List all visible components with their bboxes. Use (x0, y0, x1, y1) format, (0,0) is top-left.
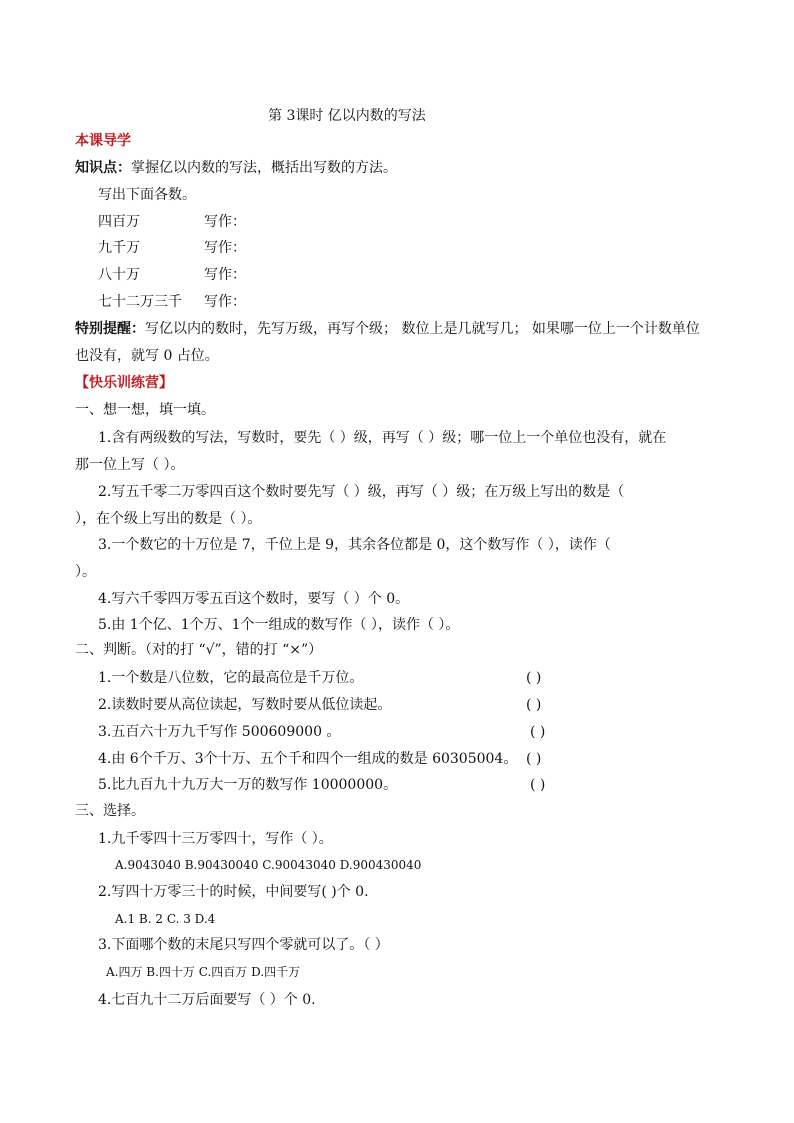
s1-q3-line2: ）。 (75, 564, 96, 580)
practice-heading: 【快乐训练营】 (75, 375, 173, 391)
guide-item-write: 写作： (204, 294, 246, 310)
s2-item-text: 2.读数时要从高位读起，写数时要从低位读起。 (98, 697, 392, 713)
s3-q1: 1.九千零四十三万零四十，写作（ ）。 (98, 831, 333, 847)
s2-item-bracket: ( ) (530, 777, 546, 793)
guide-item-number: 四百万 (98, 214, 140, 230)
s3-q1-options: A.9043040 B.90430040 C.90043040 D.900430040 (115, 858, 422, 872)
s2-item-text: 3.五百六十万九千写作 500609000 。 (98, 724, 341, 740)
guide-item-write: 写作： (204, 240, 246, 256)
guide-item-number: 七十二万三千 (98, 294, 182, 310)
s3-q3-options: A.四万 B.四十万 C.四百万 D.四千万 (106, 965, 301, 979)
s1-q2-line2: ），在个级上写出的数是（ ）。 (75, 511, 262, 527)
lesson-title: 第 3课时 亿以内数的写法 (268, 108, 426, 124)
special-tip (75, 319, 700, 339)
tip-label: 特别提醒： (75, 321, 145, 337)
guide-item-number: 九千万 (98, 240, 140, 256)
s2-item-text: 4.由 6个千万、3个十万、五个千和四个一组成的数是 60305004。 (98, 751, 518, 767)
s1-q1-line1: 1.含有两级数的写法，写数时，要先（ ）级，再写（ ）级；哪一位上一个单位也没有，就在 (98, 430, 667, 446)
s1-q3-line1: 3.一个数它的十万位是 7，千位上是 9，其余各位都是 0，这个数写作（ ），读作（ (98, 537, 611, 553)
guide-heading: 本课导学 (75, 133, 131, 149)
s3-q3: 3.下面哪个数的末尾只写四个零就可以了。（ ） (98, 937, 389, 953)
s2-item-bracket: ( ) (526, 670, 542, 686)
section3-title: 三、选择。 (75, 803, 145, 819)
tip-line2: 也没有，就写 0 占位。 (75, 348, 219, 364)
s2-item-bracket: ( ) (530, 724, 546, 740)
s1-q4: 4.写六千零四万零五百这个数时，要写（ ）个 0。 (98, 591, 410, 607)
s1-q2-line1: 2.写五千零二万零四百这个数时要先写（ ）级，再写（ ）级；在万级上写出的数是（ (98, 484, 625, 500)
knowledge-point (75, 158, 397, 178)
s3-q2: 2.写四十万零三十的时候，中间要写( )个 0. (98, 884, 369, 900)
s3-q2-options: A.1 B. 2 C. 3 D.4 (115, 912, 216, 926)
s3-q4: 4.七百九十二万后面要写（ ）个 0. (98, 992, 316, 1008)
s2-item-bracket: ( ) (526, 697, 542, 713)
s2-item-text: 1.一个数是八位数，它的最高位是千万位。 (98, 670, 364, 686)
knowledge-label: 知识点： (75, 160, 131, 176)
guide-item-number: 八十万 (98, 267, 140, 283)
s2-item-bracket: ( ) (526, 751, 542, 767)
tip-line1: 写亿以内的数时，先写万级，再写个级； 数位上是几就写几； 如果哪一位上一个计数单位 (145, 321, 700, 337)
guide-item-write: 写作： (204, 267, 246, 283)
section2-title: 二、判断。（对的打 “√”，错的打 “×”） (75, 642, 323, 658)
s1-q1-line2: 那一位上写（ ）。 (75, 457, 185, 473)
section1-title: 一、想一想，填一填。 (75, 402, 215, 418)
guide-item-write: 写作： (204, 214, 246, 230)
knowledge-text: 掌握亿以内数的写法，概括出写数的方法。 (131, 160, 397, 176)
guide-instruction: 写出下面各数。 (98, 187, 196, 203)
s2-item-text: 5.比九百九十九万大一万的数写作 10000000。 (98, 777, 398, 793)
s1-q5: 5.由 1个亿、1个万、1个一组成的数写作（ ），读作（ ）。 (98, 617, 460, 633)
